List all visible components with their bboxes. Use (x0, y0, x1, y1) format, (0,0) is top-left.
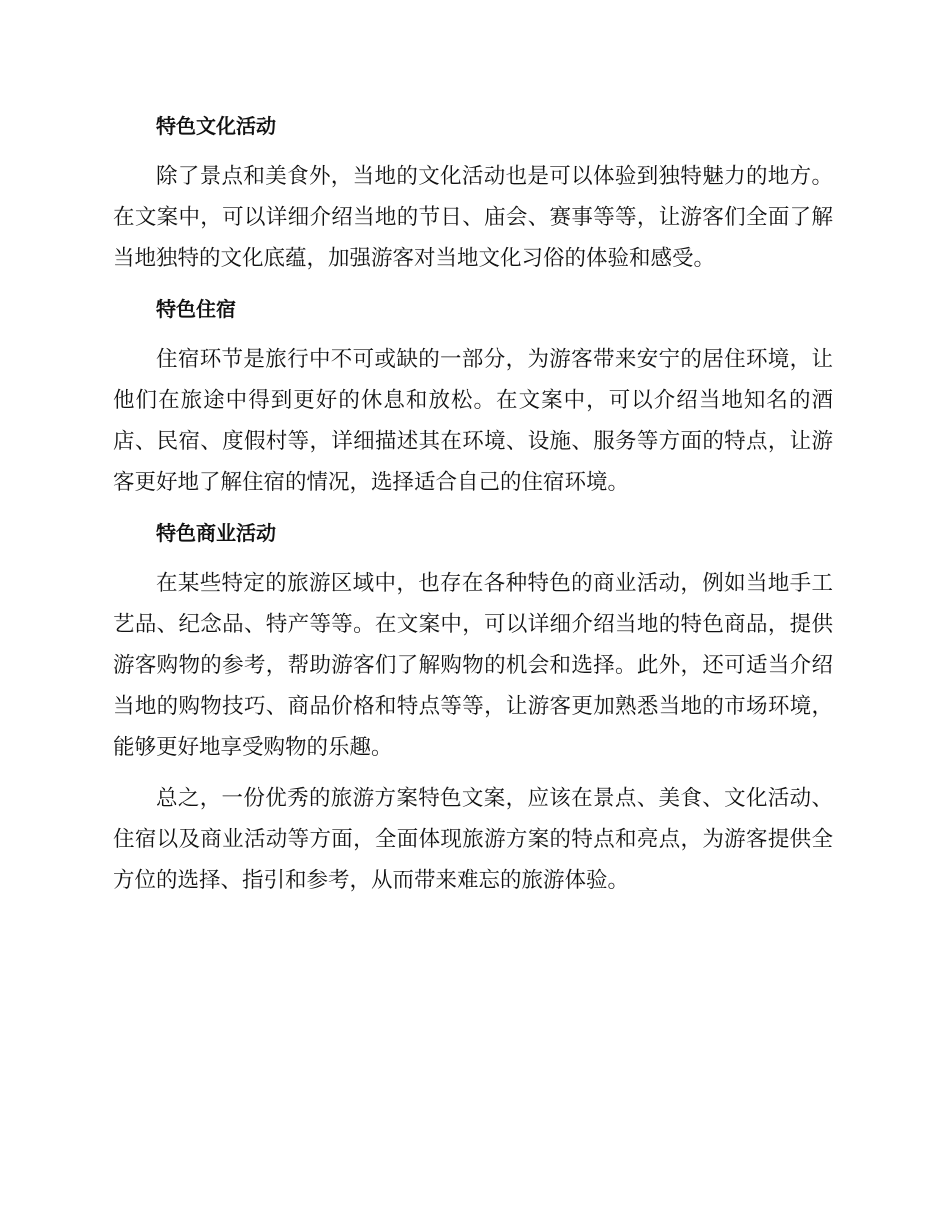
conclusion-paragraph: 总之，一份优秀的旅游方案特色文案，应该在景点、美食、文化活动、住宿以及商业活动等方面，全面体现旅游方案的特点和亮点，为游客提供全方位的选择、指引和参考，从而带来难忘的旅游体验。 (113, 786, 833, 893)
document-body (113, 106, 833, 901)
section-paragraph-commerce: 在某些特定的旅游区域中，也存在各种特色的商业活动，例如当地手工艺品、纪念品、特产等等。在文案中，可以详细介绍当地的特色商品，提供游客购物的参考，帮助游客们了解购物的机会和选择。此外，还可适当介绍当地的购物技巧、商品价格和特点等等，让游客更加熟悉当地的市场环境，能够更好地享受购物的乐趣。 (113, 571, 833, 760)
section-heading-accommodation: 特色住宿 (156, 297, 236, 321)
section-heading-commerce: 特色商业活动 (156, 521, 276, 545)
section-heading-culture: 特色文化活动 (156, 114, 276, 138)
section-paragraph-accommodation: 住宿环节是旅行中不可或缺的一部分，为游客带来安宁的居住环境，让他们在旅途中得到更好的休息和放松。在文案中，可以介绍当地知名的酒店、民宿、度假村等，详细描述其在环境、设施、服务等方面的特点，让游客更好地了解住宿的情况，选择适合自己的住宿环境。 (113, 347, 833, 495)
section-paragraph-culture: 除了景点和美食外，当地的文化活动也是可以体验到独特魅力的地方。在文案中，可以详细介绍当地的节日、庙会、赛事等等，让游客们全面了解当地独特的文化底蕴，加强游客对当地文化习俗的体验和感受。 (113, 164, 833, 271)
